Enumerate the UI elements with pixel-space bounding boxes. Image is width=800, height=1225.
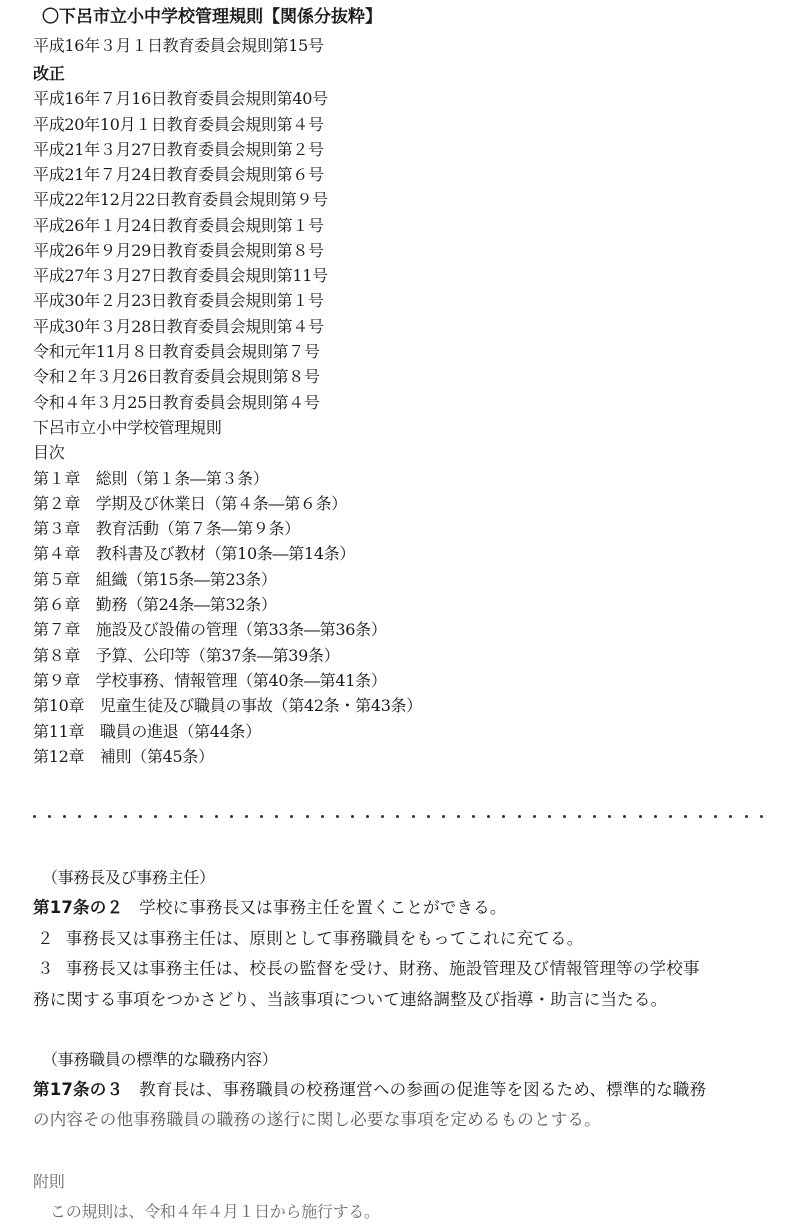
article-17-3-continued: の内容その他事務職員の職務の遂行に関し必要な事項を定めるものとする。	[33, 1110, 601, 1129]
paragraph-3	[33, 959, 700, 979]
article-number: 第17条の３	[33, 1080, 124, 1099]
toc-item: 第２章 学期及び休業日（第４条―第６条）	[33, 494, 348, 513]
article-17-3	[33, 1080, 706, 1100]
paragraph-number: ３	[37, 959, 54, 978]
toc-item: 第６章 勤務（第24条―第32条）	[33, 595, 277, 614]
amendment-label: 改正	[33, 64, 65, 83]
supplementary-label: 附則	[33, 1172, 65, 1191]
paragraph-text: 事務長又は事務主任は、原則として事務職員をもってこれに充てる。	[65, 929, 584, 948]
paragraph-2	[33, 929, 583, 949]
amendment-item: 令和４年３月25日教育委員会規則第４号	[33, 393, 320, 412]
amendment-item: 平成22年12月22日教育委員会規則第９号	[33, 190, 328, 209]
toc-item: 第11章 職員の進退（第44条）	[33, 722, 261, 741]
toc-item: 第９章 学校事務、情報管理（第40条―第41条）	[33, 671, 387, 690]
article-text: 教育長は、事務職員の校務運営への参画の促進等を図るため、標準的な職務	[139, 1080, 707, 1099]
amendment-item: 平成16年７月16日教育委員会規則第40号	[33, 89, 328, 108]
article-text: 学校に事務長又は事務主任を置くことができる。	[139, 898, 507, 917]
amendment-item: 平成27年３月27日教育委員会規則第11号	[33, 266, 328, 285]
article-17-2	[33, 898, 507, 918]
section-caption: （事務職員の標準的な職務内容）	[42, 1050, 278, 1069]
toc-item: 第８章 予算、公印等（第37条―第39条）	[33, 646, 340, 665]
paragraph-3-continued: 務に関する事項をつかさどり、当該事項について連絡調整及び指導・助言に当たる。	[33, 990, 668, 1009]
amendment-item: 平成26年１月24日教育委員会規則第１号	[33, 216, 324, 235]
toc-item: 第12章 補則（第45条）	[33, 747, 214, 766]
toc-item: 第10章 児童生徒及び職員の事故（第42条・第43条）	[33, 696, 422, 715]
amendment-item: 平成30年３月28日教育委員会規則第４号	[33, 317, 324, 336]
supplementary-text: この規則は、令和４年４月１日から施行する。	[50, 1202, 380, 1221]
toc-item: 第４章 教科書及び教材（第10条―第14条）	[33, 544, 356, 563]
toc-item: 第１章 総則（第１条―第３条）	[33, 469, 269, 488]
amendment-item: 平成30年２月23日教育委員会規則第１号	[33, 291, 324, 310]
amendment-item: 平成20年10月１日教育委員会規則第４号	[33, 115, 324, 134]
paragraph-number: ２	[37, 929, 54, 948]
omission-dotted-separator	[33, 806, 763, 826]
article-number: 第17条の２	[33, 898, 124, 917]
amendment-item: 令和元年11月８日教育委員会規則第７号	[33, 342, 320, 361]
document-title: 〇下呂市立小中学校管理規則【関係分抜粋】	[42, 7, 382, 27]
toc-item: 第３章 教育活動（第７条―第９条）	[33, 519, 300, 538]
toc-label: 目次	[33, 443, 65, 462]
amendment-item: 平成21年７月24日教育委員会規則第６号	[33, 165, 324, 184]
section-caption: （事務長及び事務主任）	[42, 868, 215, 887]
rule-name: 下呂市立小中学校管理規則	[33, 418, 222, 437]
enactment-line: 平成16年３月１日教育委員会規則第15号	[33, 36, 324, 55]
amendment-item: 令和２年３月26日教育委員会規則第８号	[33, 367, 320, 386]
paragraph-text: 事務長又は事務主任は、校長の監督を受け、財務、施設管理及び情報管理等の学校事	[65, 959, 700, 978]
toc-item: 第５章 組織（第15条―第23条）	[33, 570, 277, 589]
amendment-item: 平成26年９月29日教育委員会規則第８号	[33, 241, 324, 260]
amendment-item: 平成21年３月27日教育委員会規則第２号	[33, 140, 324, 159]
toc-item: 第７章 施設及び設備の管理（第33条―第36条）	[33, 620, 387, 639]
